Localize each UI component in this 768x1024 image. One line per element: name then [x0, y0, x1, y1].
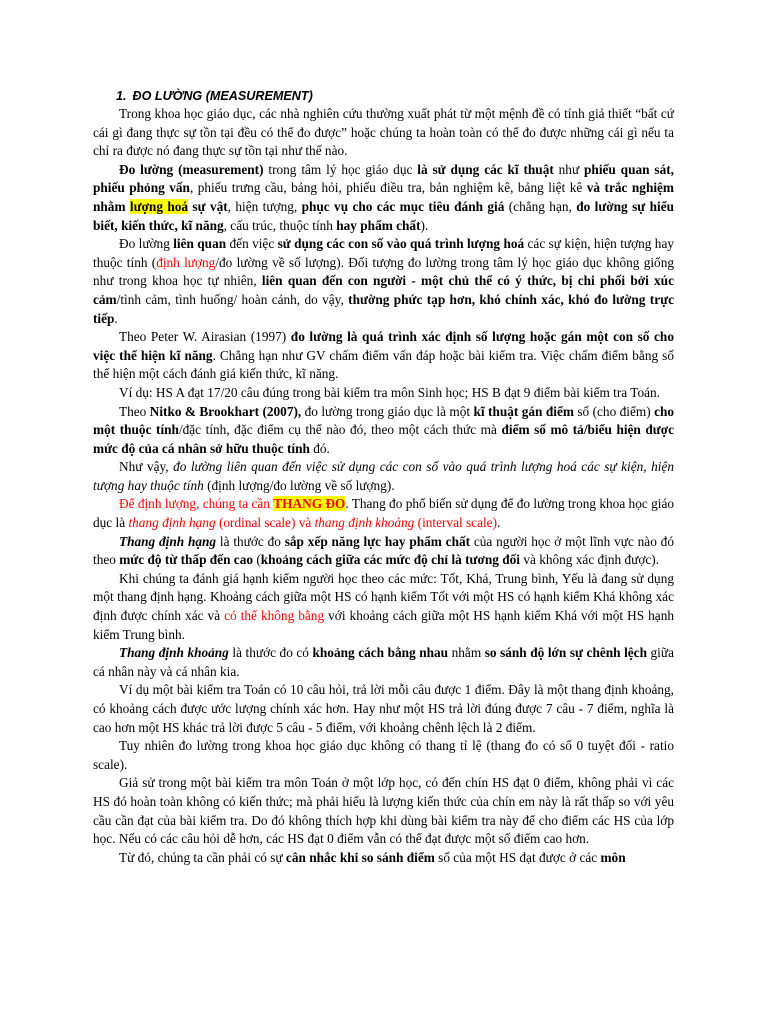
bold-text: sử dụng các con số vào quá trình lượng hoá — [277, 236, 525, 252]
text: Theo Peter W. Airasian (1997) — [119, 329, 291, 345]
text: nhằm — [448, 645, 485, 661]
text: Trong khoa học giáo dục, các nhà nghiên cứu thường xuất phát từ một mệnh đề có tính giả thiết “bất cứ cái gì đang thực sự tồn tại đều có thể đo được” hoặc chúng ta hoàn toàn có thể đo được những cái gì nếu ta chỉ ra được nó đang thực sự tồn tại như thế nào. — [93, 106, 674, 159]
text: đến việc — [226, 236, 278, 252]
text: (chẳng hạn, — [504, 198, 577, 214]
text: đó. — [309, 440, 330, 456]
text: . Chẳng hạn như GV chấm điểm vấn đáp hoặc bài kiểm tra. Việc chấm điểm bằng số thể hiện một cách đánh giá kiến thức, kĩ năng. — [93, 347, 674, 382]
bold-text: liên quan — [173, 236, 227, 252]
text: như — [553, 161, 585, 177]
bold-text: phục vụ cho các mục tiêu đánh giá — [301, 198, 505, 214]
red-text: (interval scale) — [414, 515, 498, 531]
text: . — [497, 515, 501, 531]
bold-text: cho một thuộc tính — [93, 403, 675, 438]
section-number: 1. — [116, 89, 127, 103]
red-text: (ordinal scale) và — [215, 515, 315, 531]
paragraph-scale — [93, 495, 674, 532]
term-interval: Thang định khoảng — [119, 645, 229, 661]
text: ( — [253, 552, 261, 568]
bold-text: sắp xếp năng lực hay phẩm chất — [284, 533, 471, 549]
text: , cấu trúc, thuộc tính — [223, 217, 337, 233]
bold-text: và trắc nghiệm nhằm — [93, 180, 675, 214]
text: Tuy nhiên đo lường trong khoa học giáo dục không có thang tỉ lệ (thang đo có số 0 tuyệt đối - ratio scale). — [93, 738, 674, 772]
highlighted-term: lượng hoá — [129, 198, 189, 214]
bold-text: điểm số mô tả/biểu hiện được mức độ của cá nhân sở hữu thuộc tính — [93, 422, 675, 456]
paragraph-nitko — [93, 403, 674, 459]
paragraph-ordinal — [93, 533, 674, 570]
paragraph-example-2 — [93, 681, 674, 737]
paragraph-interval — [93, 644, 674, 681]
term-measurement: Đo lường (measurement) — [119, 161, 264, 177]
text: Đo lường — [119, 236, 174, 252]
text: và không xác định được). — [520, 552, 660, 568]
term-ordinal: Thang định hạng — [119, 533, 217, 549]
text: /đặc tính, đặc điểm cụ thể nào đó, theo một cách thức mà — [178, 422, 502, 438]
text: với khoảng cách giữa một HS hạnh kiểm Khá với một HS hạnh kiểm Trung bình. — [93, 608, 675, 642]
text: các sự kiện, hiện tượng hay thuộc tính ( — [93, 236, 674, 270]
paragraph-intro — [93, 105, 674, 161]
red-italic-text: thang định hạng — [128, 515, 216, 531]
paragraph-definition — [93, 161, 674, 235]
bold-text: mức độ từ thấp đến cao — [119, 552, 254, 568]
bold-text: thường phức tạp hơn, khó chính xác, khó đo lường trực tiếp — [93, 291, 675, 326]
bold-text: sự vật — [188, 198, 228, 214]
text: . — [114, 310, 118, 326]
paragraph-summary — [93, 458, 674, 495]
paragraph-ratio — [93, 737, 674, 774]
bold-text: khoảng cách giữa các mức độ chỉ là tương đối — [260, 552, 520, 568]
text: giữa cá nhân này và cá nhân kia. — [93, 645, 674, 679]
text: , hiện tượng, — [227, 198, 302, 214]
bold-text: liên quan đến con người - một chủ thể có ý thức, bị chi phối bởi xúc cảm — [93, 273, 674, 307]
bold-text: kĩ thuật gán điểm — [473, 403, 574, 419]
highlighted-term: THANG ĐO — [273, 496, 346, 512]
bold-text: khoảng cách bằng nhau — [312, 645, 449, 661]
text: Ví dụ một bài kiểm tra Toán có 10 câu hỏi, trả lời mỗi câu được 1 điểm. Đây là một thang định khoảng, có khoảng cách được ước lượng chính xác hơn. Hay như một HS trả lời đúng được 7 câu - 7 điểm, nghĩa là cao hơn một HS khác trả lời được 5 câu - 5 điểm, với khoảng chênh lệch là 2 điểm. — [93, 682, 674, 735]
bold-text: Nitko & Brookhart (2007), — [149, 403, 302, 419]
document-body — [93, 87, 674, 867]
text: số (cho điểm) — [573, 403, 655, 419]
bold-text: môn — [600, 849, 626, 865]
text: của người học ở một lĩnh vực nào đó theo — [93, 533, 674, 568]
bold-text: đo lường sự hiểu biết, kiến thức, kĩ năng — [93, 198, 674, 233]
text: , phiếu trưng cầu, bảng hỏi, phiếu điều tra, bản nghiệm kê, bảng liệt kê — [189, 180, 587, 196]
paragraph-related — [93, 235, 674, 328]
text: đo lường trong giáo dục là một — [301, 403, 474, 419]
text: . Thang đo phổ biến sử dụng để đo lường trong khoa học giáo dục là — [93, 496, 674, 531]
text: số của một HS đạt được ở các — [434, 849, 601, 865]
red-text: Để định lượng, chúng ta cần — [119, 496, 274, 512]
paragraph-compare — [93, 849, 674, 868]
text: /đo lường về số lượng). Đối tượng đo lường trong tâm lý học giáo dục không giống như trong khoa học tự nhiên, — [93, 254, 674, 289]
bold-text: đo lường là quá trình xác định số lượng hoặc gán một con số cho việc thể hiện kĩ năng — [93, 329, 674, 363]
text: Như vậy, — [119, 459, 174, 475]
text: Ví dụ: HS A đạt 17/20 câu đúng trong bài kiểm tra môn Sinh học; HS B đạt 9 điểm bài kiểm tra Toán. — [119, 384, 660, 400]
bold-text: phiếu quan sát, phiếu phỏng vấn — [93, 161, 674, 196]
bold-text: cân nhắc khi so sánh điểm — [285, 849, 435, 865]
text: ). — [420, 217, 429, 233]
text: Khi chúng ta đánh giá hạnh kiểm người học theo các mức: Tốt, Khá, Trung bình, Yếu là đang sử dụng một thang định hạng. Khoảng cách giữa một HS có hạnh kiểm Tốt với một HS có hạnh kiểm Khá không xác định được chính xác và — [93, 570, 674, 624]
text: là thước đo — [216, 533, 285, 549]
bold-text: so sánh độ lớn sự chênh lệch — [484, 645, 647, 661]
text: là thước đo có — [228, 645, 313, 661]
red-italic-text: thang định khoảng — [314, 515, 415, 531]
text: Giả sử trong một bài kiểm tra môn Toán ở một lớp học, có đến chín HS đạt 0 điểm, không phải vì các HS đó hoàn toàn không có kiến thức; mà phải hiểu là lượng kiến thức của chín em này là rất thấp so với yêu cầu cần đạt của bài kiểm tra. Do đó không thích hợp khi dùng bài kiểm tra này để cho điểm các HS của lớp học. Nếu có các câu hỏi dễ hơn, các HS đạt 0 điểm vẫn có thể đạt được một số điểm cao hơn. — [93, 775, 674, 847]
bold-text: là sử dụng các kĩ thuật — [417, 161, 554, 177]
section-title: ĐO LƯỜNG (MEASUREMENT) — [132, 89, 313, 103]
text: Từ đó, chúng ta cần phải có sự — [119, 849, 286, 865]
paragraph-conduct-example — [93, 570, 674, 644]
italic-text: đo lường liên quan đến việc sử dụng các con số vào quá trình lượng hoá các sự kiện, hiện tượng hay thuộc tính — [93, 459, 674, 493]
red-text: có thể không bằng — [224, 608, 325, 624]
text: (định lượng/đo lường về số lượng). — [203, 477, 395, 493]
paragraph-example-3 — [93, 774, 674, 848]
paragraph-example-1 — [93, 384, 674, 403]
bold-text: hay phẩm chất — [336, 217, 421, 233]
text: trong tâm lý học giáo dục — [263, 161, 418, 177]
red-text: định lượng — [156, 254, 216, 270]
text: /tình cảm, tình huống/ hoàn cảnh, do vậy, — [116, 291, 349, 307]
paragraph-airasian — [93, 328, 674, 384]
text: Theo — [119, 403, 150, 419]
section-heading — [93, 87, 674, 105]
